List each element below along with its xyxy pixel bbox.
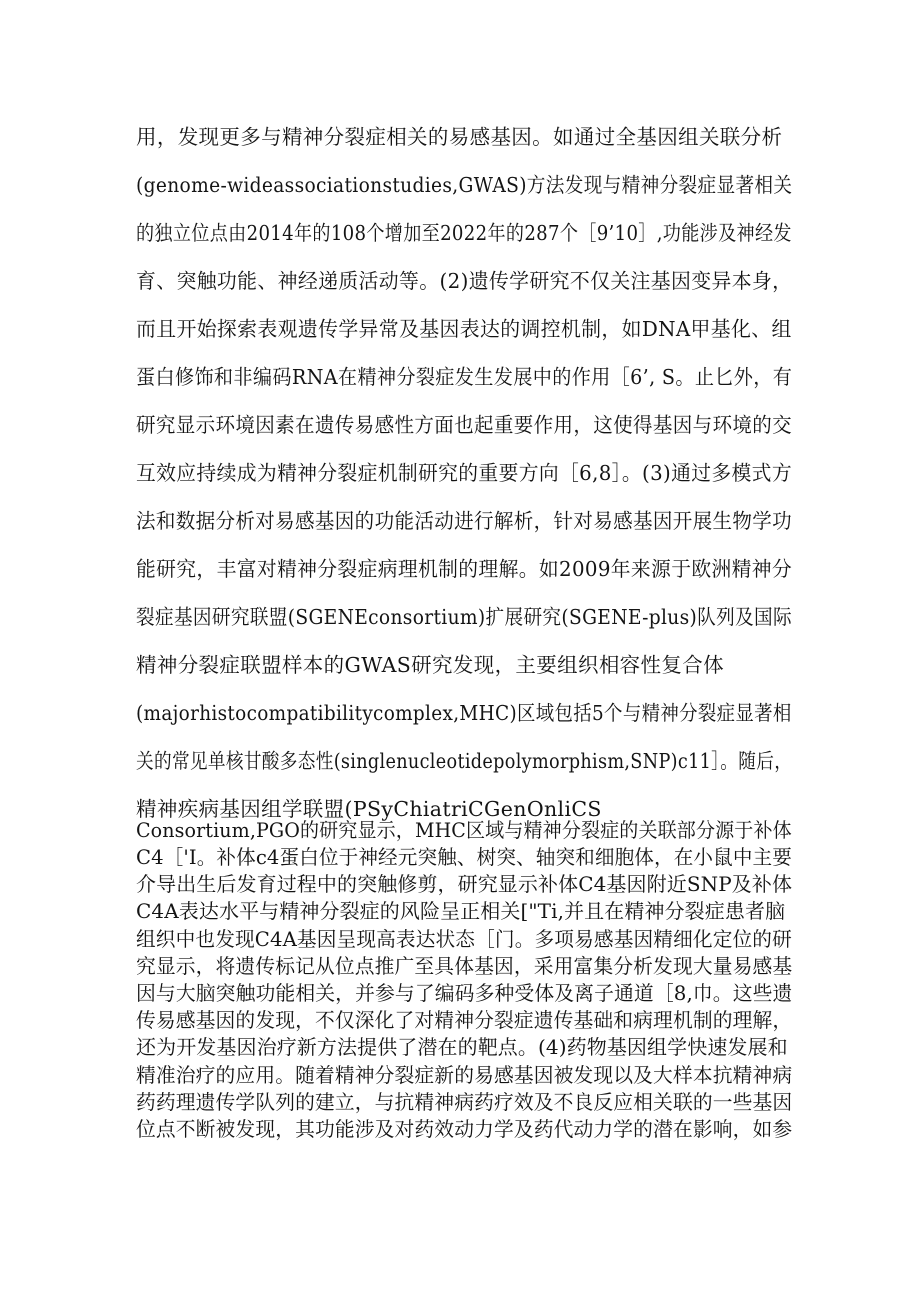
paragraph-1-line: 法和数据分析对易感基因的功能活动进行解析，针对易感基因开展生物学功: [136, 509, 793, 533]
paragraph-1-line: 互效应持续成为精神分裂症机制研究的重要方向［6,8］。(3)通过多模式方: [136, 461, 792, 485]
paragraph-2-line: 究显示，将遗传标记从位点推广至具体基因，采用富集分析发现大量易感基: [136, 953, 793, 978]
paragraph-2-line: C4［'I。补体c4蛋白位于神经元突触、树突、轴突和细胞体，在小鼠中主要: [136, 845, 792, 869]
paragraph-1-line: 精神疾病基因组学联盟(PSyChiatriCGenOnliCS: [136, 797, 602, 821]
paragraph-1-line: 研究显示环境因素在遗传易感性方面也起重要作用，这使得基因与环境的交: [136, 413, 793, 437]
paragraph-1-line: (majorhistocompatibilitycomplex,MHC)区域包括5个与精神分裂症显著相: [136, 701, 792, 725]
paragraph-1-line: 而且开始探索表观遗传学异常及基因表达的调控机制，如DNA甲基化、组: [136, 317, 792, 341]
paragraph-2-line: C4A表达水平与精神分裂症的风险呈正相关["Ti,并且在精神分裂症患者脑: [136, 899, 786, 924]
paragraph-2-line: 介导出生后发育过程中的突触修剪，研究显示补体C4基因附近SNP及补体: [136, 872, 793, 897]
paragraph-1-line: 蛋白修饰和非编码RNA在精神分裂症发生发展中的作用［6’, S。止匕外，有: [136, 365, 793, 389]
paragraph-1-line: (genome-wideassociationstudies,GWAS)方法发现与精神分裂症显著相关: [136, 173, 793, 197]
paragraph-2-line: 还为开发基因治疗新方法提供了潜在的靶点。(4)药物基因组学快速发展和: [136, 1035, 788, 1060]
paragraph-1-line: 裂症基因研究联盟(SGENEconsortium)扩展研究(SGENE-plus)队列及国际: [136, 605, 792, 629]
paragraph-2-line: 传易感基因的发现，不仅深化了对精神分裂症遗传基础和病理机制的理解，: [136, 1008, 793, 1033]
paragraph-1-line: 能研究，丰富对精神分裂症病理机制的理解。如2009年来源于欧洲精神分: [136, 557, 793, 581]
paragraph-2-line: 位点不断被发现，其功能涉及对药效动力学及药代动力学的潜在影响，如参: [136, 1116, 793, 1141]
paragraph-2-line: 组织中也发现C4A基因呈现高表达状态［门。多项易感基因精细化定位的研: [136, 926, 792, 951]
paragraph-1-line: 精神分裂症联盟样本的GWAS研究发现，主要组织相容性复合体: [136, 653, 724, 677]
paragraph-2: [136, 816, 792, 1143]
paragraph-2-line: 精准治疗的应用。随着精神分裂症新的易感基因被发现以及大样本抗精神病: [136, 1062, 793, 1087]
paragraph-1-line: 的独立位点由2014年的108个增加至2022年的287个［9’10］,功能涉及神经发: [136, 221, 792, 245]
paragraph-1-line: 育、突触功能、神经递质活动等。(2)遗传学研究不仅关注基因变异本身，: [136, 269, 793, 293]
paragraph-1-line: 用，发现更多与精神分裂症相关的易感基因。如通过全基因组关联分析: [136, 125, 783, 149]
paragraph-1-line: 关的常见单核甘酸多态性(singlenucleotidepolymorphism,SNP)c11］。随后，: [136, 749, 793, 773]
paragraph-2-line: 因与大脑突触功能相关，并参与了编码多种受体及离子通道［8,巾。这些遗: [136, 980, 793, 1005]
paragraph-2-line: Consortium,PGO的研究显示，MHC区域与精神分裂症的关联部分源于补体: [136, 818, 792, 842]
paragraph-2-line: 药药理遗传学队列的建立，与抗精神病药疗效及不良反应相关联的一些基因: [136, 1089, 793, 1114]
paragraph-1: [136, 113, 792, 833]
